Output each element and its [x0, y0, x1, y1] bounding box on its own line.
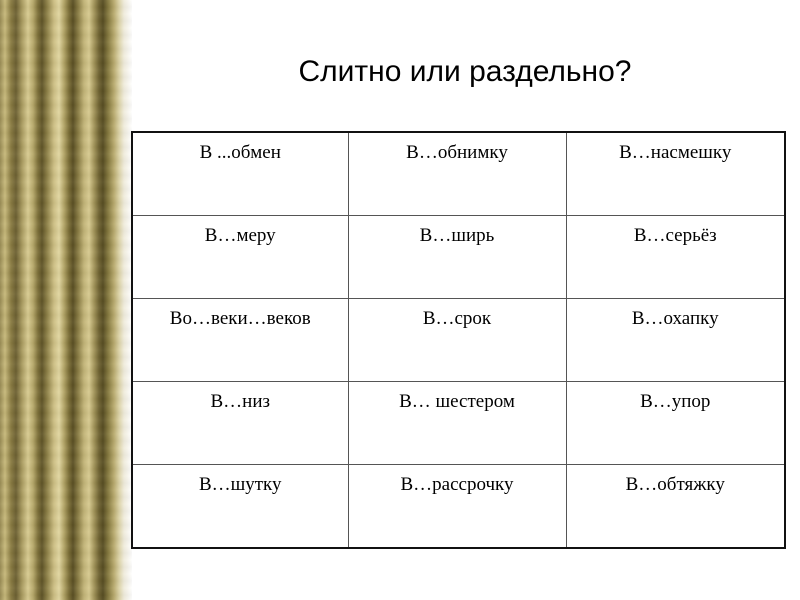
- table-cell: В…серьёз: [566, 216, 785, 299]
- table-row: [132, 465, 785, 549]
- table-cell: В…упор: [566, 382, 785, 465]
- table-cell: В…меру: [132, 216, 348, 299]
- table-row: [132, 299, 785, 382]
- table-cell: В…срок: [348, 299, 566, 382]
- curtain-decoration: [0, 0, 132, 600]
- table-cell: В…ширь: [348, 216, 566, 299]
- table-cell: В…рассрочку: [348, 465, 566, 549]
- slide-title: Слитно или раздельно?: [298, 55, 632, 88]
- table-cell: В…низ: [132, 382, 348, 465]
- table-cell: В…обнимку: [348, 132, 566, 216]
- words-table: [131, 131, 786, 549]
- table-cell: В…шутку: [132, 465, 348, 549]
- table-row: [132, 216, 785, 299]
- table-cell: В…обтяжку: [566, 465, 785, 549]
- table-cell: В…охапку: [566, 299, 785, 382]
- table-cell: В… шестером: [348, 382, 566, 465]
- table-cell: Во…веки…веков: [132, 299, 348, 382]
- table-cell: В…насмешку: [566, 132, 785, 216]
- table-row: [132, 382, 785, 465]
- table-cell: В ...обмен: [132, 132, 348, 216]
- table-row: [132, 132, 785, 216]
